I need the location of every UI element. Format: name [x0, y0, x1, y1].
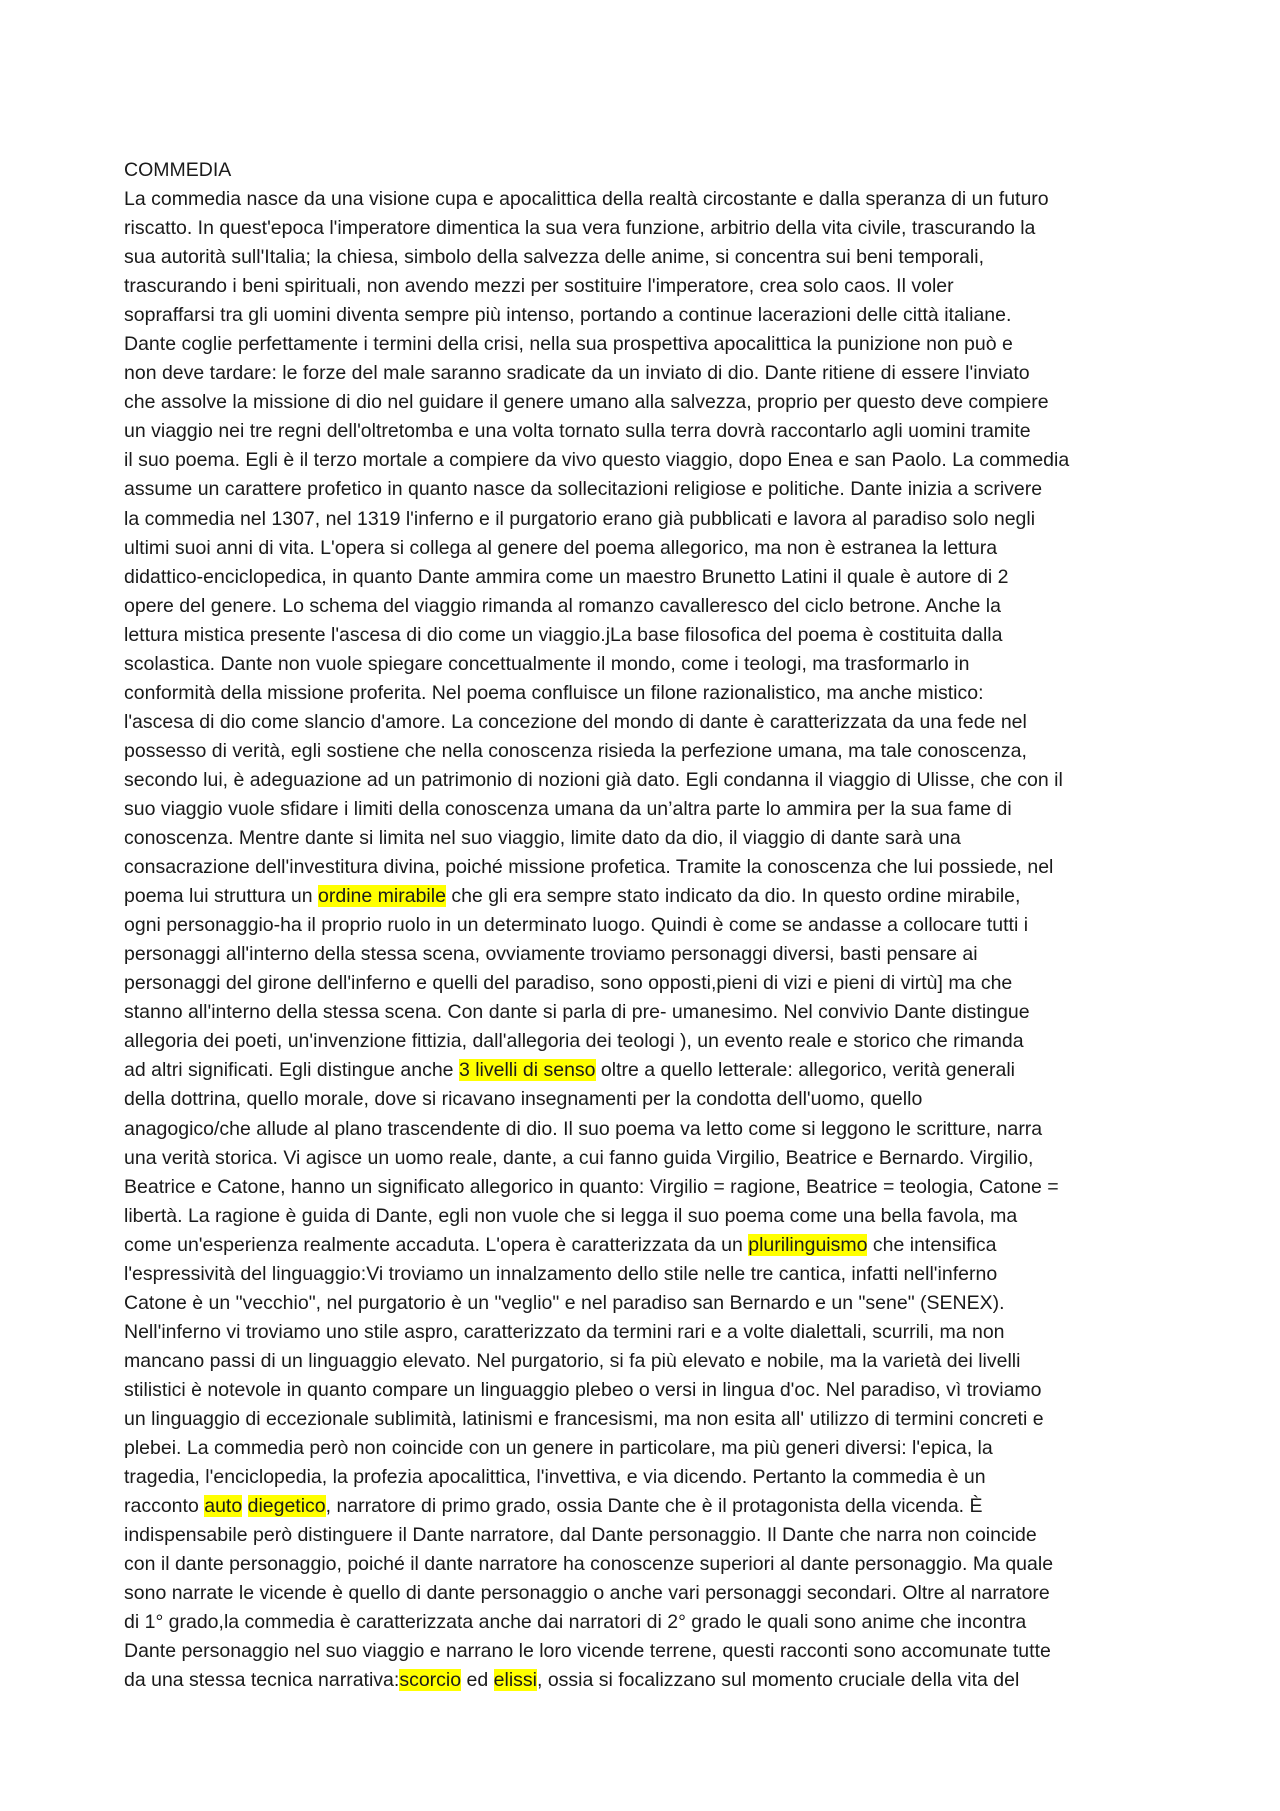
- text-segment: sopraffarsi tra gli uomini diventa sempre più intenso, portando a continue lacerazioni delle città italiane.: [124, 304, 1012, 327]
- text-segment: con il dante personaggio, poiché il dante narratore ha conoscenze superiori al dante personaggio. Ma quale: [124, 1553, 1054, 1576]
- text-segment: didattico-enciclopedica, in quanto Dante ammira come un maestro Brunetto Latini il quale è autore di 2: [124, 565, 1009, 588]
- text-segment: trascurando i beni spirituali, non avendo mezzi per sostituire l'imperatore, crea solo caos. Il voler: [124, 275, 954, 298]
- text-line: [124, 1666, 1184, 1695]
- text-segment: mancano passi di un linguaggio elevato. Nel purgatorio, si fa più elevato e nobile, ma la varietà dei livelli: [124, 1349, 1021, 1372]
- text-line: [124, 1115, 1184, 1144]
- text-line: [124, 882, 1184, 911]
- text-line: [124, 1056, 1184, 1085]
- text-segment: secondo lui, è adeguazione ad un patrimonio di nozioni già dato. Egli condanna il viaggio di Ulisse, che con il: [124, 768, 1063, 791]
- text-line: [124, 592, 1184, 621]
- text-segment: personaggi del girone dell'inferno e quelli del paradiso, sono opposti,pieni di vizi e pieni di virtù] ma che: [124, 972, 1013, 995]
- text-segment: , narratore di primo grado, ossia Dante che è il protagonista della vicenda. È: [325, 1495, 983, 1518]
- text-line: [124, 911, 1184, 940]
- text-segment: della dottrina, quello morale, dove si ricavano insegnamenti per la condotta dell'uomo, quello: [124, 1088, 923, 1111]
- highlighted-term: plurilinguismo: [748, 1233, 868, 1256]
- text-segment: Beatrice e Catone, hanno un significato allegorico in quanto: Virgilio = ragione, Beatrice = teologia, Catone =: [124, 1175, 1059, 1198]
- text-segment: un viaggio nei tre regni dell'oltretomba e una volta tornato sulla terra dovrà raccontarlo agli uomini tramite: [124, 420, 1031, 443]
- text-line: [124, 650, 1184, 679]
- text-line: [124, 417, 1184, 446]
- text-line: [124, 1376, 1184, 1405]
- text-segment: come un'esperienza realmente accaduta. L'opera è caratterizzata da un: [124, 1233, 749, 1256]
- text-line: [124, 940, 1184, 969]
- text-line: [124, 1405, 1184, 1434]
- text-line: [124, 737, 1184, 766]
- highlighted-term: ordine mirabile: [318, 885, 446, 908]
- text-line: [124, 795, 1184, 824]
- text-segment: libertà. La ragione è guida di Dante, egli non vuole che si legga il suo poema come una bella favola, ma: [124, 1204, 1018, 1227]
- text-segment: la commedia nel 1307, nel 1319 l'inferno e il purgatorio erano già pubblicati e lavora al paradiso solo negli: [124, 507, 1036, 530]
- text-line: [124, 243, 1184, 272]
- text-segment: Dante personaggio nel suo viaggio e narrano le loro vicende terrene, questi racconti sono accomunate tutte: [124, 1640, 1051, 1663]
- text-line: [124, 1231, 1184, 1260]
- text-segment: di 1° grado,la commedia è caratterizzata anche dai narratori di 2° grado le quali sono anime che incontra: [124, 1611, 1027, 1634]
- text-segment: ultimi suoi anni di vita. L'opera si collega al genere del poema allegorico, ma non è estranea la lettura: [124, 536, 998, 559]
- text-segment: Dante coglie perfettamente i termini della crisi, nella sua prospettiva apocalittica la punizione non può e: [124, 333, 1013, 356]
- text-segment: assume un carattere profetico in quanto nasce da sollecitazioni religiose e politiche. Dante inizia a scrivere: [124, 478, 1043, 501]
- text-line: [124, 214, 1184, 243]
- text-segment: oltre a quello letterale: allegorico, verità generali: [595, 1059, 1016, 1082]
- text-segment: lettura mistica presente l'ascesa di dio come un viaggio.jLa base filosofica del poema è costituita dalla: [124, 623, 1003, 646]
- text-line: [124, 679, 1184, 708]
- text-line: [124, 1550, 1184, 1579]
- text-segment: ad altri significati. Egli distingue anche: [124, 1059, 459, 1082]
- text-segment: anagogico/che allude al plano trascendente di dio. Il suo poema va letto come si leggono le scritture, narra: [124, 1117, 1043, 1140]
- text-line: [124, 1318, 1184, 1347]
- text-segment: plebei. La commedia però non coincide con un genere in particolare, ma più generi diversi: l'epica, la: [124, 1437, 993, 1460]
- text-segment: poema lui struttura un: [124, 885, 319, 908]
- text-line: [124, 505, 1184, 534]
- text-segment: racconto: [124, 1495, 205, 1518]
- text-line: [124, 446, 1184, 475]
- text-line: [124, 1608, 1184, 1637]
- text-line: [124, 1434, 1184, 1463]
- text-line: [124, 1637, 1184, 1666]
- text-segment: suo viaggio vuole sfidare i limiti della conoscenza umana da un’altra parte lo ammira per la sua fame di: [124, 797, 1012, 820]
- text-segment: tragedia, l'enciclopedia, la profezia apocalittica, l'invettiva, e via dicendo. Pertanto la commedia è un: [124, 1466, 986, 1489]
- text-line: [124, 853, 1184, 882]
- text-line: [124, 1492, 1184, 1521]
- text-segment: indispensabile però distinguere il Dante narratore, dal Dante personaggio. Il Dante che narra non coincide: [124, 1524, 1037, 1547]
- text-line: [124, 359, 1184, 388]
- text-line: [124, 708, 1184, 737]
- highlighted-term: diegetico: [247, 1495, 326, 1518]
- text-segment: [242, 1495, 247, 1517]
- text-line: [124, 388, 1184, 417]
- text-line: [124, 301, 1184, 330]
- text-segment: l'espressività del linguaggio:Vi troviamo un innalzamento dello stile nelle tre cantica, infatti nell'inferno: [124, 1262, 998, 1285]
- text-line: [124, 563, 1184, 592]
- text-line: [124, 1027, 1184, 1056]
- text-segment: conoscenza. Mentre dante si limita nel suo viaggio, limite dato da dio, il viaggio di dante sarà una: [124, 827, 961, 850]
- text-segment: stilistici è notevole in quanto compare un linguaggio plebeo o versi in lingua d'oc. Nel paradiso, vì troviamo: [124, 1378, 1042, 1401]
- text-segment: che assolve la missione di dio nel guidare il genere umano alla salvezza, proprio per questo deve compiere: [124, 391, 1049, 414]
- text-line: [124, 998, 1184, 1027]
- text-segment: sono narrate le vicende è quello di dante personaggio o anche vari personaggi secondari. Oltre al narratore: [124, 1582, 1050, 1605]
- highlighted-term: auto: [204, 1495, 243, 1518]
- text-line: [124, 185, 1184, 214]
- text-segment: che gli era sempre stato indicato da dio. In questo ordine mirabile,: [445, 885, 1021, 908]
- text-line: [124, 1347, 1184, 1376]
- document-title: COMMEDIA: [124, 159, 232, 181]
- text-line: [124, 1202, 1184, 1231]
- text-line: [124, 272, 1184, 301]
- text-line: [124, 1579, 1184, 1608]
- text-segment: personaggi all'interno della stessa scena, ovviamente troviamo personaggi diversi, basti pensare ai: [124, 943, 978, 966]
- text-segment: l'ascesa di dio come slancio d'amore. La concezione del mondo di dante è caratterizzata da una fede nel: [124, 710, 1027, 733]
- text-segment: una verità storica. Vi agisce un uomo reale, dante, a cui fanno guida Virgilio, Beatrice e Bernardo. Virgilio,: [124, 1146, 1034, 1169]
- text-segment: un linguaggio di eccezionale sublimità, latinismi e francesismi, ma non esita all' utilizzo di termini concreti e: [124, 1407, 1044, 1430]
- text-line: [124, 1260, 1184, 1289]
- text-segment: allegoria dei poeti, un'invenzione fittizia, dall'allegoria dei teologi ), un evento reale e storico che rimanda: [124, 1030, 1024, 1053]
- text-segment: scolastica. Dante non vuole spiegare concettualmente il mondo, come i teologi, ma trasformarlo in: [124, 652, 970, 675]
- text-line: [124, 1085, 1184, 1114]
- text-segment: possesso di verità, egli sostiene che nella conoscenza risieda la perfezione umana, ma tale conoscenza,: [124, 739, 1027, 762]
- text-segment: Catone è un "vecchio", nel purgatorio è un "veglio" e nel paradiso san Bernardo e un "sene" (SENEX).: [124, 1291, 1005, 1314]
- text-segment: riscatto. In quest'epoca l'imperatore dimentica la sua vera funzione, arbitrio della vita civile, trascurando la: [124, 217, 1036, 240]
- text-line: [124, 766, 1184, 795]
- text-line: [124, 824, 1184, 853]
- text-segment: non deve tardare: le forze del male saranno sradicate da un inviato di dio. Dante ritiene di essere l'inviato: [124, 362, 1030, 385]
- text-line: [124, 969, 1184, 998]
- text-line: [124, 330, 1184, 359]
- text-line: [124, 1289, 1184, 1318]
- text-segment: conformità della missione proferita. Nel poema confluisce un filone razionalistico, ma anche mistico:: [124, 681, 984, 704]
- text-segment: consacrazione dell'investitura divina, poiché missione profetica. Tramite la conoscenza che lui possiede, nel: [124, 856, 1054, 879]
- text-segment: opere del genere. Lo schema del viaggio rimanda al romanzo cavalleresco del ciclo betrone. Anche la: [124, 594, 1001, 617]
- text-segment: , ossia si focalizzano sul momento cruciale della vita del: [536, 1669, 1020, 1692]
- highlighted-term: elissi: [493, 1669, 537, 1692]
- highlighted-term: scorcio: [399, 1669, 462, 1692]
- text-segment: ogni personaggio-ha il proprio ruolo in un determinato luogo. Quindi è come se andasse a collocare tutti i: [124, 914, 1029, 937]
- text-line: [124, 1521, 1184, 1550]
- text-segment: il suo poema. Egli è il terzo mortale a compiere da vivo questo viaggio, dopo Enea e san Paolo. La commedia: [124, 449, 1070, 472]
- text-segment: Nell'inferno vi troviamo uno stile aspro, caratterizzato da termini rari e a volte dialettali, scurrili, ma non: [124, 1320, 1005, 1343]
- text-line: [124, 1463, 1184, 1492]
- text-segment: stanno all'interno della stessa scena. Con dante si parla di pre- umanesimo. Nel convivio Dante distingue: [124, 1001, 1030, 1024]
- highlighted-term: 3 livelli di senso: [458, 1059, 596, 1082]
- text-segment: da una stessa tecnica narrativa:: [124, 1669, 400, 1692]
- text-segment: sua autorità sull'Italia; la chiesa, simbolo della salvezza delle anime, si concentra sui beni temporali,: [124, 246, 984, 269]
- text-segment: ed: [461, 1669, 494, 1692]
- text-segment: che intensifica: [867, 1233, 997, 1256]
- document-body: [124, 185, 1184, 1695]
- text-line: [124, 475, 1184, 504]
- text-line: [124, 1144, 1184, 1173]
- text-line: [124, 534, 1184, 563]
- text-line: [124, 1173, 1184, 1202]
- text-line: [124, 621, 1184, 650]
- text-segment: La commedia nasce da una visione cupa e apocalittica della realtà circostante e dalla speranza di un futuro: [124, 188, 1049, 210]
